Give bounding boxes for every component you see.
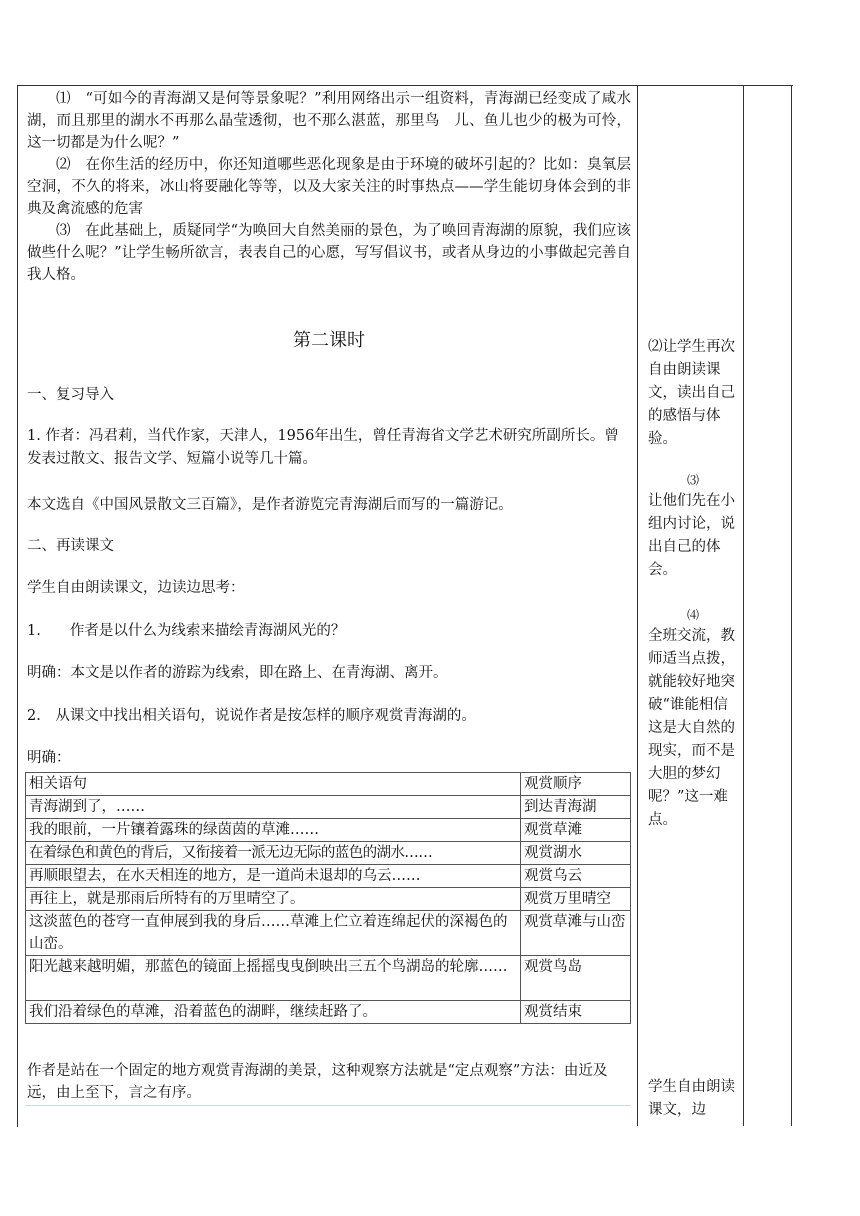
conclusion-paragraph: 作者是站在一个固定的地方观赏青海湖的美景，这种观察方法就是“定点观察”方法：由近及远，由上至下，言之有序。	[27, 1063, 608, 1101]
side-note-text: 全班交流，教师适当点拨，就能较好地突破“谁能相信这是大自然的现实，而不是大胆的梦幻呢？”这一难点。	[648, 628, 735, 828]
section-heading-reread: 二、再读课文	[27, 538, 114, 554]
table-row	[26, 911, 631, 956]
intro-para-2: ⑵ 在你生活的经历中，你还知道哪些恶化现象是由于环境的破坏引起的？比如：臭氧层空洞，不久的将来，冰山将要融化等等，以及大家关注的时事热点——学生能切身体会到的非典及禽流感的危害	[27, 157, 631, 217]
answer-1: 明确：本文是以作者的游踪为线索，即在路上、在青海湖、离开。	[27, 665, 448, 681]
column-divider	[637, 85, 638, 1126]
table-header-cell: 观赏顺序	[521, 773, 631, 796]
reading-instruction: 学生自由朗读课文，边读边思考：	[27, 580, 245, 596]
side-note-text: 让他们先在小组内讨论，说出自己的体会。	[648, 493, 735, 578]
side-note-4	[648, 605, 738, 832]
viewing-order-table	[25, 772, 631, 1024]
side-note-number: ⑶	[686, 473, 699, 487]
author-paragraph: 1. 作者：冯君莉，当代作家，天津人，1956年出生，曾任青海省文学艺术研究所副所长。曾发表过散文、报告文学、短篇小说等几十篇。	[27, 428, 619, 467]
column-divider	[791, 85, 792, 1126]
intro-para-3: ⑶ 在此基础上，质疑同学“为唤回大自然美丽的景色，为了唤回青海湖的原貌，我们应该做些什么呢？”让学生畅所欲言，表表自己的心愿，写写倡议书，或者从身边的小事做起完善自我人格。	[27, 223, 631, 283]
table-cell: 再顺眼望去，在水天相连的地方，是一道尚未退却的乌云……	[26, 865, 521, 888]
side-note-number: ⑵	[648, 339, 663, 355]
question-1: 1. 作者是以什么为线索来描绘青海湖风光的？	[27, 623, 346, 639]
intro-para-1: ⑴ “可如今的青海湖又是何等景象呢？”利用网络出示一组资料，青海湖已经变成了咸水湖，而且那里的湖水不再那么晶莹透彻，也不那么湛蓝，那里鸟 儿、鱼儿也少的极为可怜，这一切都是为什么呢？”	[27, 91, 631, 151]
source-line: 本文选自《中国风景散文三百篇》，是作者游览完青海湖后而写的一篇游记。	[27, 497, 513, 513]
table-cell: 我们沿着绿色的草滩，沿着蓝色的湖畔，继续赶路了。	[26, 1001, 521, 1024]
table-row	[26, 773, 631, 796]
side-note-number: ⑷	[686, 608, 699, 622]
table-cell: 青海湖到了，……	[26, 796, 521, 819]
table-cell: 观赏草滩与山峦	[521, 911, 631, 956]
question-2: 2. 从课文中找出相关语句，说说作者是按怎样的顺序观赏青海湖的。	[27, 708, 476, 724]
column-divider	[743, 85, 744, 1126]
table-cell: 观赏鸟岛	[521, 956, 631, 1001]
table-cell: 阳光越来越明媚，那蓝色的镜面上摇摇曳曳倒映出三五个鸟湖岛的轮廓……	[26, 956, 521, 1001]
table-row	[26, 796, 631, 819]
divider	[25, 1105, 631, 1106]
table-row	[26, 1001, 631, 1024]
lesson-title: 第二课时	[293, 330, 365, 351]
side-note-5: 学生自由朗读课文，边	[648, 1079, 735, 1118]
table-row	[26, 842, 631, 865]
table-cell: 观赏草滩	[521, 819, 631, 842]
table-cell: 观赏湖水	[521, 842, 631, 865]
table-header-cell: 相关语句	[26, 773, 521, 796]
table-cell: 观赏乌云	[521, 865, 631, 888]
section-heading-review: 一、复习导入	[27, 387, 114, 403]
table-cell: 到达青海湖	[521, 796, 631, 819]
table-row	[26, 888, 631, 911]
table-row	[26, 865, 631, 888]
side-note-text: 让学生再次自由朗读课文，读出自己的感悟与体验。	[648, 339, 735, 447]
table-cell: 观赏结束	[521, 1001, 631, 1024]
side-note-3	[648, 470, 738, 582]
table-cell: 再往上，就是那雨后所特有的万里晴空了。	[26, 888, 521, 911]
answer-2-label: 明确：	[27, 750, 71, 766]
table-row	[26, 819, 631, 842]
table-row	[26, 956, 631, 1001]
table-cell: 观赏万里晴空	[521, 888, 631, 911]
table-cell: 我的眼前，一片镶着露珠的绿茵茵的草滩……	[26, 819, 521, 842]
side-note-2	[648, 336, 738, 451]
table-cell: 在着绿色和黄色的背后，又衔接着一派无边无际的蓝色的湖水……	[26, 842, 521, 865]
intro-block	[27, 88, 631, 286]
table-cell: 这淡蓝色的苍穹一直伸展到我的身后……草滩上伫立着连绵起伏的深褐色的山峦。	[26, 911, 521, 956]
